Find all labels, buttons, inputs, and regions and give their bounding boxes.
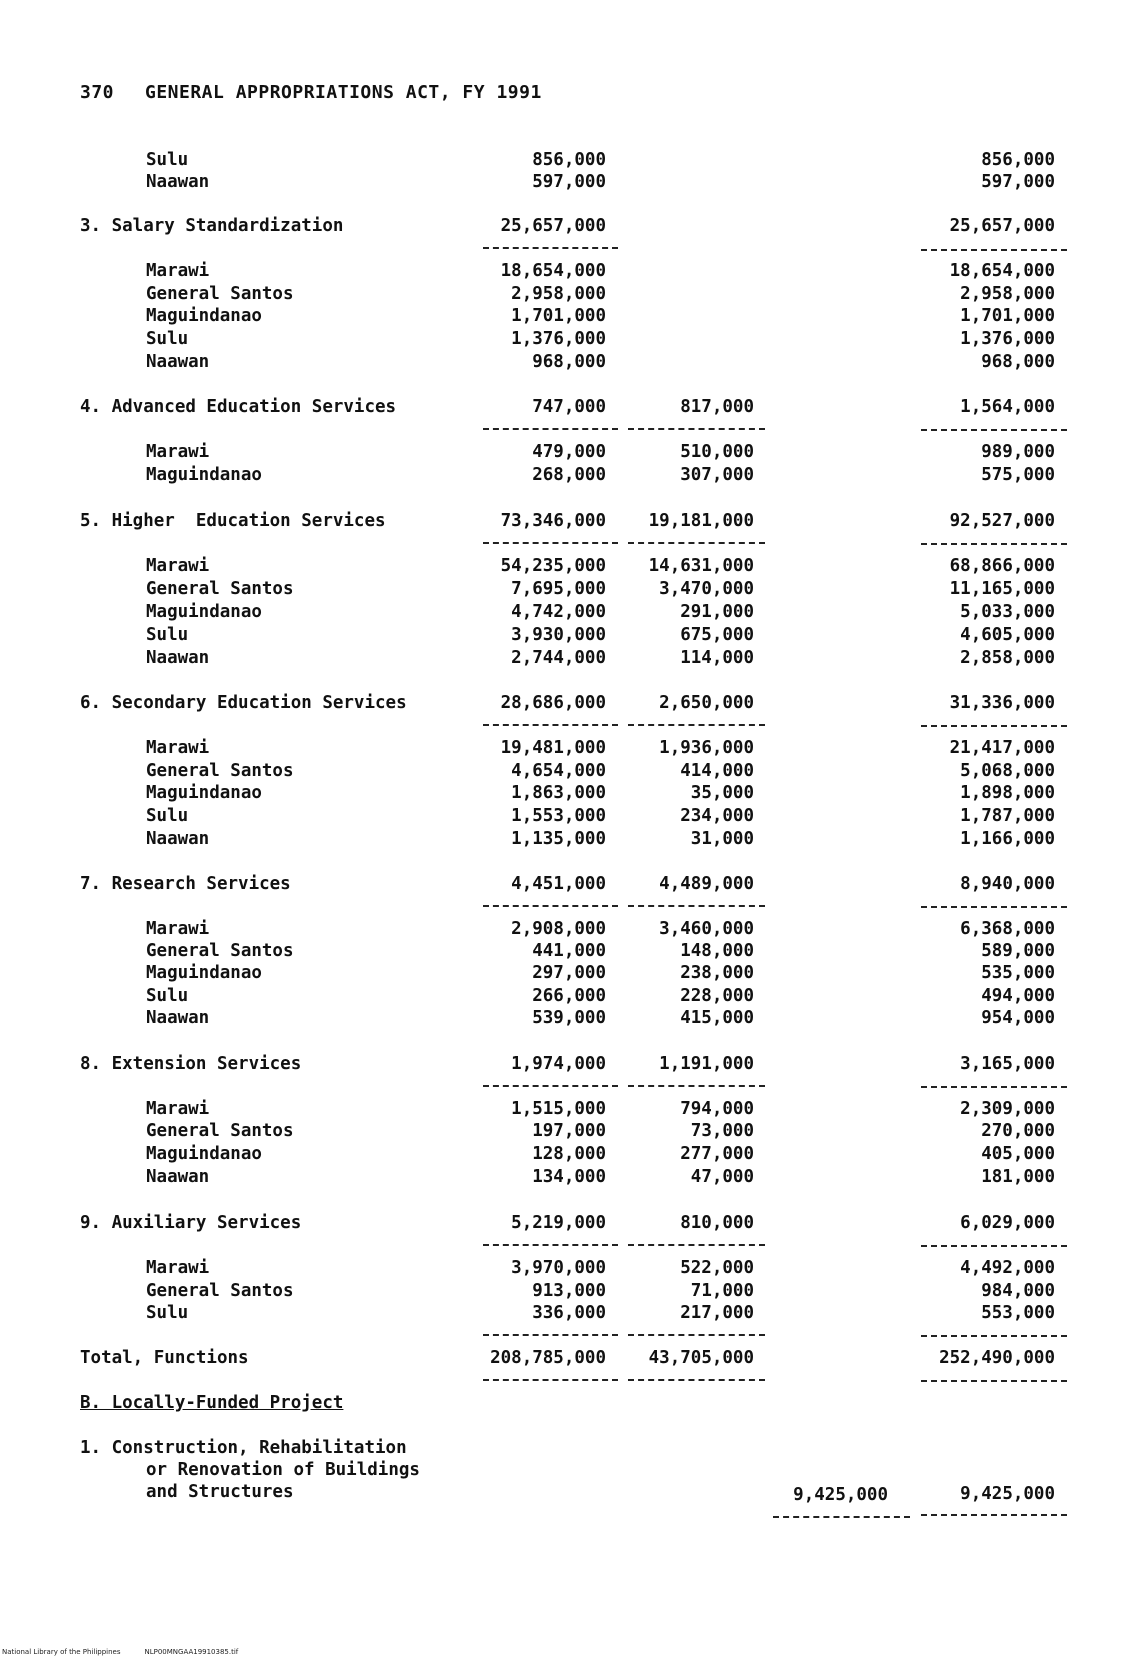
row-label: Maguindanao	[146, 602, 262, 622]
cell-c1: 134,000	[532, 1167, 606, 1187]
row-label: 5. Higher Education Services	[80, 511, 386, 531]
cell-c1: 2,744,000	[511, 648, 606, 668]
cell-c1: 1,701,000	[511, 306, 606, 326]
cell-total: 856,000	[981, 150, 1055, 170]
cell-c2: 817,000	[680, 397, 754, 417]
cell-total: 494,000	[981, 986, 1055, 1006]
cell-c2: 794,000	[680, 1099, 754, 1119]
cell-c1: 968,000	[532, 352, 606, 372]
cell-total: 968,000	[981, 352, 1055, 372]
row-label: 3. Salary Standardization	[80, 216, 344, 236]
table-row	[0, 1281, 1141, 1305]
cell-total: 5,033,000	[960, 602, 1055, 622]
table-row	[0, 442, 1141, 466]
source-label: National Library of the Philippines	[2, 1648, 121, 1656]
cell-c1: 913,000	[532, 1281, 606, 1301]
row-label: 4. Advanced Education Services	[80, 397, 397, 417]
cell-c2: 217,000	[680, 1303, 754, 1323]
table-row	[0, 261, 1141, 285]
cell-c2: 510,000	[680, 442, 754, 462]
row-label: and Structures	[146, 1482, 294, 1502]
cell-c2: 277,000	[680, 1144, 754, 1164]
cell-total: 1,564,000	[960, 397, 1055, 417]
row-label: 9. Auxiliary Services	[80, 1213, 302, 1233]
row-label: Marawi	[146, 556, 210, 576]
row-label: 1. Construction, Rehabilitation	[80, 1438, 407, 1458]
cell-total: 984,000	[981, 1281, 1055, 1301]
dashed-rule	[773, 1516, 910, 1518]
dashed-rule	[483, 1379, 618, 1381]
cell-c1: 54,235,000	[500, 556, 606, 576]
cell-total: 989,000	[981, 442, 1055, 462]
row-label: Sulu	[146, 986, 189, 1006]
row-label: 8. Extension Services	[80, 1054, 302, 1074]
cell-c3: 9,425,000	[793, 1485, 888, 1505]
cell-c2: 810,000	[680, 1213, 754, 1233]
cell-c2: 47,000	[690, 1167, 754, 1187]
cell-c1: 1,515,000	[511, 1099, 606, 1119]
table-row	[0, 1303, 1141, 1327]
section-row	[0, 397, 1141, 421]
row-label: Maguindanao	[146, 465, 262, 485]
cell-c2: 14,631,000	[648, 556, 754, 576]
dashed-rule	[921, 1335, 1067, 1337]
table-row	[0, 329, 1141, 353]
dashed-rule	[628, 428, 765, 430]
table-row	[0, 941, 1141, 965]
dashed-rule	[483, 724, 618, 726]
row-label: General Santos	[146, 941, 294, 961]
cell-c1: 1,553,000	[511, 806, 606, 826]
cell-c2: 35,000	[690, 783, 754, 803]
dashed-rule	[628, 1244, 765, 1246]
cell-c1: 539,000	[532, 1008, 606, 1028]
dashed-rule	[483, 247, 618, 249]
cell-c1: 2,908,000	[511, 919, 606, 939]
cell-c1: 441,000	[532, 941, 606, 961]
cell-c1: 1,135,000	[511, 829, 606, 849]
table-row	[0, 1121, 1141, 1145]
row-label: General Santos	[146, 1121, 294, 1141]
cell-total: 1,166,000	[960, 829, 1055, 849]
cell-c2: 3,460,000	[659, 919, 754, 939]
dashed-rule	[483, 1085, 618, 1087]
cell-total: 5,068,000	[960, 761, 1055, 781]
row-label: Naawan	[146, 648, 210, 668]
cell-c2: 307,000	[680, 465, 754, 485]
cell-c2: 19,181,000	[648, 511, 754, 531]
row-label: Marawi	[146, 261, 210, 281]
table-row	[0, 1099, 1141, 1123]
cell-c1: 19,481,000	[500, 738, 606, 758]
cell-total: 1,898,000	[960, 783, 1055, 803]
cell-total: 597,000	[981, 172, 1055, 192]
dashed-rule	[628, 1379, 765, 1381]
cell-total: 2,309,000	[960, 1099, 1055, 1119]
total-row	[0, 1348, 1141, 1372]
dashed-rule	[921, 1380, 1067, 1382]
row-label: Naawan	[146, 1167, 210, 1187]
cell-c2: 73,000	[690, 1121, 754, 1141]
cell-c1: 4,742,000	[511, 602, 606, 622]
row-label: Sulu	[146, 806, 189, 826]
cell-total: 1,701,000	[960, 306, 1055, 326]
page-number: 370	[80, 82, 115, 103]
section-heading	[0, 1393, 1141, 1417]
table-row	[0, 1258, 1141, 1282]
row-label: Maguindanao	[146, 1144, 262, 1164]
table-row	[0, 284, 1141, 308]
table-row	[0, 352, 1141, 376]
section-row	[0, 874, 1141, 898]
cell-c2: 415,000	[680, 1008, 754, 1028]
dashed-rule	[483, 1334, 618, 1336]
cell-c2: 3,470,000	[659, 579, 754, 599]
cell-c1: 28,686,000	[500, 693, 606, 713]
cell-c1: 479,000	[532, 442, 606, 462]
cell-c1: 336,000	[532, 1303, 606, 1323]
dashed-rule	[628, 1334, 765, 1336]
cell-c2: 2,650,000	[659, 693, 754, 713]
section-row	[0, 1213, 1141, 1237]
dashed-rule	[628, 724, 765, 726]
table-row	[0, 986, 1141, 1010]
row-label: Total, Functions	[80, 1348, 249, 1368]
row-label: 6. Secondary Education Services	[80, 693, 407, 713]
section-row	[0, 1054, 1141, 1078]
cell-total: 92,527,000	[949, 511, 1055, 531]
cell-c2: 1,936,000	[659, 738, 754, 758]
document-title: GENERAL APPROPRIATIONS ACT, FY 1991	[145, 82, 542, 103]
cell-total: 25,657,000	[949, 216, 1055, 236]
cell-total: 553,000	[981, 1303, 1055, 1323]
cell-c1: 3,930,000	[511, 625, 606, 645]
cell-total: 18,654,000	[949, 261, 1055, 281]
file-label: NLP00MNGAA19910385.tif	[144, 1648, 239, 1656]
table-row	[0, 919, 1141, 943]
cell-total: 535,000	[981, 963, 1055, 983]
cell-c2: 675,000	[680, 625, 754, 645]
row-label: Maguindanao	[146, 783, 262, 803]
table-row	[0, 738, 1141, 762]
row-label: General Santos	[146, 1281, 294, 1301]
cell-total: 2,958,000	[960, 284, 1055, 304]
cell-c2: 71,000	[690, 1281, 754, 1301]
row-label: General Santos	[146, 579, 294, 599]
table-row	[0, 761, 1141, 785]
table-row	[0, 1144, 1141, 1168]
dashed-rule	[483, 542, 618, 544]
cell-total: 589,000	[981, 941, 1055, 961]
cell-total: 21,417,000	[949, 738, 1055, 758]
cell-c2: 291,000	[680, 602, 754, 622]
cell-c1: 18,654,000	[500, 261, 606, 281]
cell-c2: 31,000	[690, 829, 754, 849]
cell-c2: 148,000	[680, 941, 754, 961]
row-label: Maguindanao	[146, 306, 262, 326]
row-label: Naawan	[146, 172, 210, 192]
row-label: Marawi	[146, 442, 210, 462]
scan-footer	[2, 1648, 262, 1656]
cell-c1: 197,000	[532, 1121, 606, 1141]
cell-total: 31,336,000	[949, 693, 1055, 713]
cell-c2: 522,000	[680, 1258, 754, 1278]
table-row	[0, 1460, 1141, 1484]
cell-total: 1,376,000	[960, 329, 1055, 349]
cell-c1: 266,000	[532, 986, 606, 1006]
cell-total: 575,000	[981, 465, 1055, 485]
table-row	[0, 806, 1141, 830]
dashed-rule	[921, 249, 1067, 251]
row-label: Sulu	[146, 1303, 189, 1323]
dashed-rule	[921, 906, 1067, 908]
cell-c2: 114,000	[680, 648, 754, 668]
cell-total: 405,000	[981, 1144, 1055, 1164]
row-label: B. Locally-Funded Project	[80, 1393, 344, 1413]
dashed-rule	[921, 1086, 1067, 1088]
table-row	[0, 579, 1141, 603]
dashed-rule	[921, 1245, 1067, 1247]
dashed-rule	[628, 905, 765, 907]
dashed-rule	[483, 1244, 618, 1246]
row-label: Marawi	[146, 1099, 210, 1119]
row-label: Naawan	[146, 1008, 210, 1028]
dashed-rule	[483, 428, 618, 430]
cell-c1: 1,863,000	[511, 783, 606, 803]
cell-c1: 4,451,000	[511, 874, 606, 894]
cell-c1: 128,000	[532, 1144, 606, 1164]
cell-c1: 747,000	[532, 397, 606, 417]
table-row	[0, 648, 1141, 672]
table-row	[0, 1438, 1141, 1462]
cell-c1: 2,958,000	[511, 284, 606, 304]
row-label: Naawan	[146, 352, 210, 372]
cell-c1: 7,695,000	[511, 579, 606, 599]
row-label: or Renovation of Buildings	[146, 1460, 420, 1480]
dashed-rule	[628, 1085, 765, 1087]
cell-total: 3,165,000	[960, 1054, 1055, 1074]
section-row	[0, 693, 1141, 717]
cell-total: 954,000	[981, 1008, 1055, 1028]
section-row	[0, 216, 1141, 240]
dashed-rule	[921, 429, 1067, 431]
cell-total: 2,858,000	[960, 648, 1055, 668]
cell-c1: 856,000	[532, 150, 606, 170]
cell-total: 4,605,000	[960, 625, 1055, 645]
cell-c1: 5,219,000	[511, 1213, 606, 1233]
cell-total: 6,368,000	[960, 919, 1055, 939]
row-label: General Santos	[146, 761, 294, 781]
section-row	[0, 511, 1141, 535]
row-label: Naawan	[146, 829, 210, 849]
cell-c1: 25,657,000	[500, 216, 606, 236]
row-label: Maguindanao	[146, 963, 262, 983]
cell-c2: 1,191,000	[659, 1054, 754, 1074]
table-row	[0, 783, 1141, 807]
dashed-rule	[921, 725, 1067, 727]
dashed-rule	[921, 1514, 1067, 1516]
cell-total: 6,029,000	[960, 1213, 1055, 1233]
cell-total: 270,000	[981, 1121, 1055, 1141]
cell-total: 9,425,000	[960, 1484, 1055, 1504]
cell-c2: 238,000	[680, 963, 754, 983]
cell-c1: 297,000	[532, 963, 606, 983]
cell-c2: 414,000	[680, 761, 754, 781]
cell-c1: 3,970,000	[511, 1258, 606, 1278]
table-row	[0, 556, 1141, 580]
cell-c2: 43,705,000	[648, 1348, 754, 1368]
table-row	[0, 1482, 1141, 1506]
cell-total: 1,787,000	[960, 806, 1055, 826]
cell-total: 4,492,000	[960, 1258, 1055, 1278]
row-label: 7. Research Services	[80, 874, 291, 894]
row-label: Sulu	[146, 329, 189, 349]
table-row	[0, 150, 1141, 174]
row-label: Sulu	[146, 150, 189, 170]
cell-c1: 1,974,000	[511, 1054, 606, 1074]
row-label: Marawi	[146, 738, 210, 758]
cell-c1: 4,654,000	[511, 761, 606, 781]
table-row	[0, 963, 1141, 987]
cell-total: 11,165,000	[949, 579, 1055, 599]
dashed-rule	[483, 905, 618, 907]
cell-c2: 4,489,000	[659, 874, 754, 894]
cell-c1: 268,000	[532, 465, 606, 485]
table-row	[0, 465, 1141, 489]
row-label: Marawi	[146, 1258, 210, 1278]
cell-c1: 1,376,000	[511, 329, 606, 349]
table-row	[0, 306, 1141, 330]
cell-c2: 228,000	[680, 986, 754, 1006]
row-label: General Santos	[146, 284, 294, 304]
table-row	[0, 602, 1141, 626]
table-row	[0, 172, 1141, 196]
cell-c1: 208,785,000	[490, 1348, 606, 1368]
cell-c1: 597,000	[532, 172, 606, 192]
table-row	[0, 829, 1141, 853]
table-row	[0, 1167, 1141, 1191]
table-row	[0, 1008, 1141, 1032]
row-label: Sulu	[146, 625, 189, 645]
cell-c2: 234,000	[680, 806, 754, 826]
cell-total: 252,490,000	[939, 1348, 1055, 1368]
dashed-rule	[921, 543, 1067, 545]
table-row	[0, 625, 1141, 649]
cell-total: 68,866,000	[949, 556, 1055, 576]
dashed-rule	[628, 542, 765, 544]
cell-total: 181,000	[981, 1167, 1055, 1187]
cell-c1: 73,346,000	[500, 511, 606, 531]
row-label: Marawi	[146, 919, 210, 939]
cell-total: 8,940,000	[960, 874, 1055, 894]
page-header	[80, 82, 542, 103]
